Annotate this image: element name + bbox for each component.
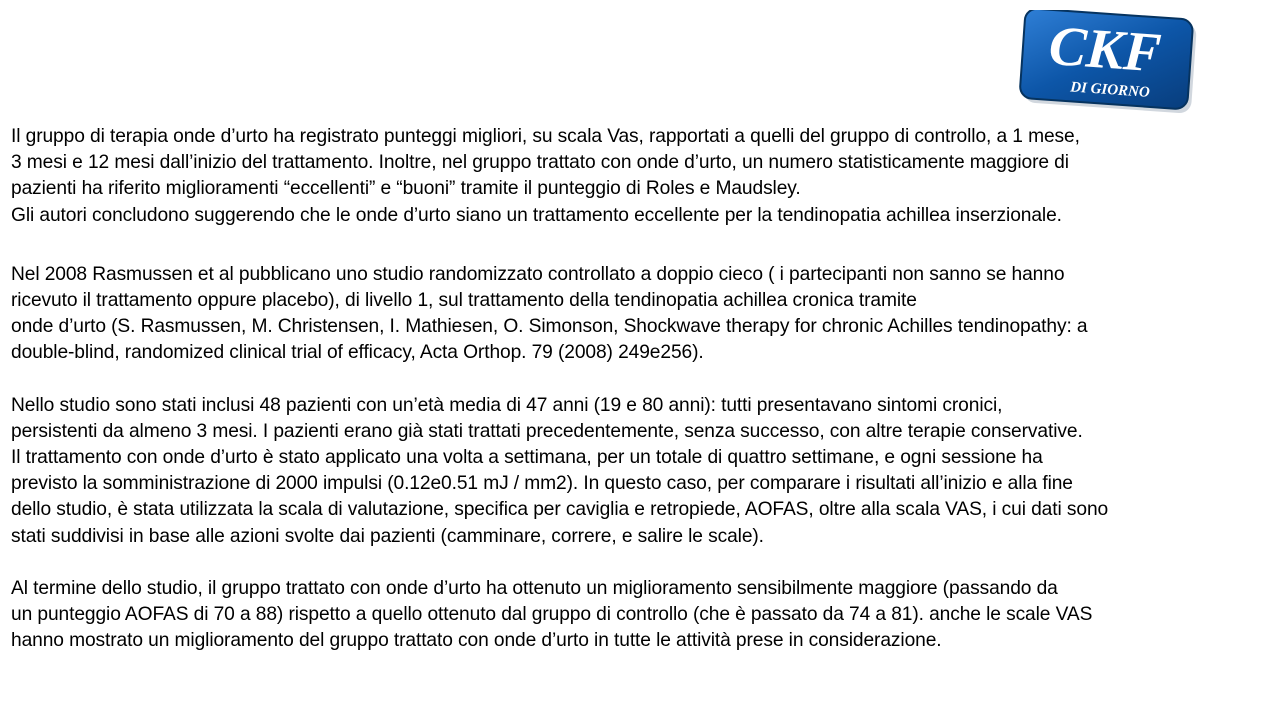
paragraph-spacer — [11, 550, 1273, 576]
logo-sub-text: DI GIORNO — [1069, 79, 1151, 101]
paragraph-results — [11, 124, 1273, 229]
text-line: double-blind, randomized clinical trial of efficacy, Acta Orthop. 79 (2008) 249e256). — [11, 342, 704, 364]
text-line: onde d’urto (S. Rasmussen, M. Christensen, I. Mathiesen, O. Simonson, Shockwave therapy for chronic Achilles tendinopathy: a — [11, 316, 1088, 338]
text-line: persistenti da almeno 3 mesi. I pazienti erano già stati trattati precedentemente, senza successo, con altre terapie conservative. — [11, 420, 1083, 442]
text-line: Gli autori concludono suggerendo che le onde d’urto siano un trattamento eccellente per la tendinopatia achillea inserzionale. — [11, 204, 1062, 226]
text-line: 3 mesi e 12 mesi dall’inizio del trattamento. Inoltre, nel gruppo trattato con onde d’urto, un numero statisticamente maggiore di — [11, 152, 1069, 174]
text-line: Al termine dello studio, il gruppo trattato con onde d’urto ha ottenuto un miglioramento sensibilmente maggiore (passando da — [11, 577, 1058, 599]
text-line: un punteggio AOFAS di 70 a 88) rispetto a quello ottenuto dal gruppo di controllo (che è passato da 74 a 81). anche le scale VAS — [11, 604, 1093, 626]
paragraph-rasmussen-study — [11, 262, 1273, 367]
paragraph-spacer — [11, 229, 1273, 262]
paragraph-spacer — [11, 367, 1273, 393]
ckf-logo — [1018, 10, 1200, 118]
text-line: dello studio, è stata utilizzata la scala di valutazione, specifica per caviglia e retropiede, AOFAS, oltre alla scala VAS, i cui dati sono — [11, 499, 1109, 521]
text-line: Il trattamento con onde d’urto è stato applicato una volta a settimana, per un totale di quattro settimane, e ogni sessione ha — [11, 447, 1043, 469]
text-line: pazienti ha riferito miglioramenti “eccellenti” e “buoni” tramite il punteggio di Roles e Maudsley. — [11, 178, 801, 200]
text-line: stati suddivisi in base alle azioni svolte dai pazienti (camminare, correre, e salire le scale). — [11, 525, 764, 547]
slide-text-body — [11, 124, 1273, 654]
text-line: ricevuto il trattamento oppure placebo), di livello 1, sul trattamento della tendinopatia achillea cronica tramite — [11, 290, 917, 312]
text-line: Nel 2008 Rasmussen et al pubblicano uno studio randomizzato controllato a doppio cieco ( i partecipanti non sanno se hanno — [11, 263, 1065, 285]
text-line: Il gruppo di terapia onde d’urto ha registrato punteggi migliori, su scala Vas, rapportati a quelli del gruppo di controllo, a 1 mese, — [11, 126, 1080, 147]
ckf-logo-graphic — [1018, 10, 1200, 118]
text-line: previsto la somministrazione di 2000 impulsi (0.12e0.51 mJ / mm2). In questo caso, per comparare i risultati all’inizio e alla fine — [11, 473, 1073, 495]
paragraph-study-method — [11, 393, 1273, 550]
logo-brand-text: CKF — [1046, 14, 1164, 85]
text-line: Nello studio sono stati inclusi 48 pazienti con un’età media di 47 anni (19 e 80 anni): tutti presentavano sintomi cronici, — [11, 394, 1003, 416]
text-line: hanno mostrato un miglioramento del gruppo trattato con onde d’urto in tutte le attività prese in considerazione. — [11, 630, 942, 652]
paragraph-conclusion — [11, 576, 1273, 655]
